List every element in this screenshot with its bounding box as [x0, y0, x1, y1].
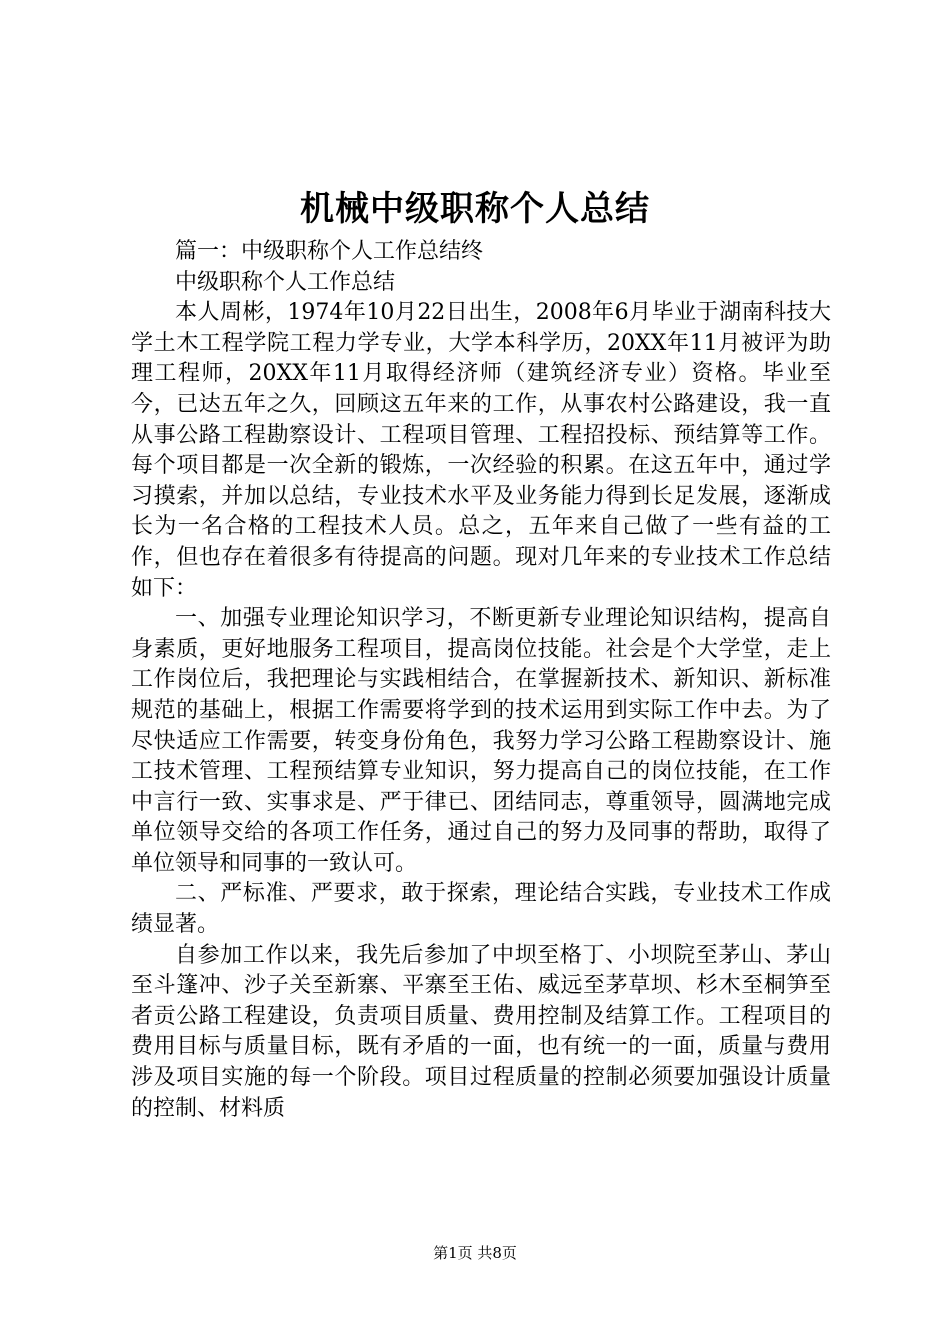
- paragraph-intro: 本人周彬，1974年10月22日出生，2008年6月毕业于湖南科技大学土木工程学院工程力学专业，大学本科学历，20XX年11月被评为助理工程师，20XX年11月取得经济师（建筑经济专业）资格。毕业至今，已达五年之久，回顾这五年来的工作，从事农村公路建设，我一直从事公路工程勘察设计、工程项目管理、工程招投标、预结算等工作。每个项目都是一次全新的锻炼，一次经验的积累。在这五年中，通过学习摸索，并加以总结，专业技术水平及业务能力得到长足发展，逐渐成长为一名合格的工程技术人员。总之，五年来自己做了一些有益的工作，但也存在着很多有待提高的问题。现对几年来的专业技术工作总结如下：: [131, 300, 831, 601]
- paragraph-point-two: 二、严标准、严要求，敢于探索，理论结合实践，专业技术工作成绩显著。: [131, 881, 831, 938]
- page-footer: 第1页 共8页: [433, 1244, 517, 1262]
- section-heading: 篇一：中级职称个人工作总结终: [175, 239, 484, 264]
- subheading: 中级职称个人工作总结: [175, 269, 396, 295]
- paragraph-projects: 自参加工作以来，我先后参加了中坝至格丁、小坝院至茅山、茅山至斗篷冲、沙子关至新寨、平寨至王佑、威远至茅草坝、杉木至桐笋至者贡公路工程建设，负责项目质量、费用控制及结算工作。工程项目的费用目标与质量目标，既有矛盾的一面，也有统一的一面，质量与费用涉及项目实施的每一个阶段。项目过程质量的控制必须要加强设计质量的控制、材料质: [131, 942, 831, 1121]
- document-title: 机械中级职称个人总结: [300, 189, 650, 229]
- paragraph-point-one: 一、加强专业理论知识学习，不断更新专业理论知识结构，提高自身素质，更好地服务工程项目，提高岗位技能。社会是个大学堂，走上工作岗位后，我把理论与实践相结合，在掌握新技术、新知识、新标准规范的基础上，根据工作需要将学到的技术运用到实际工作中去。为了尽快适应工作需要，转变身份角色，我努力学习公路工程勘察设计、施工技术管理、工程预结算专业知识，努力提高自己的岗位技能，在工作中言行一致、实事求是、严于律已、团结同志，尊重领导，圆满地完成单位领导交给的各项工作任务，通过自己的努力及同事的帮助，取得了单位领导和同事的一致认可。: [131, 606, 831, 876]
- document-body: [131, 237, 831, 1124]
